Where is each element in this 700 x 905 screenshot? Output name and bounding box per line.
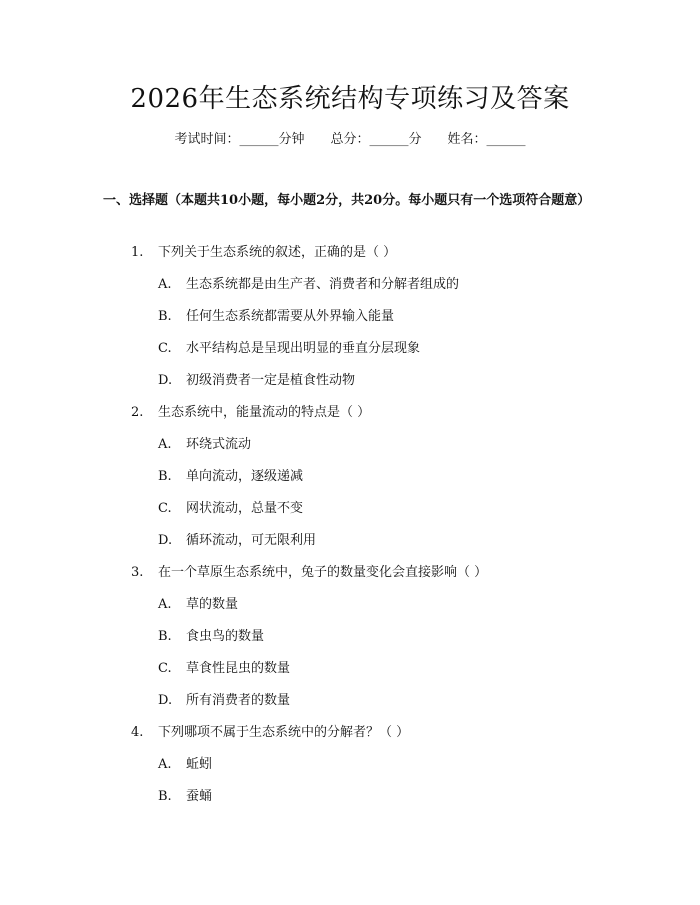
answer-option [158,691,290,711]
total-score-field: 总分：______分 [330,132,422,147]
answer-option [158,371,355,391]
answer-option [158,275,459,295]
answer-option [158,787,212,807]
question-number: 3. [131,565,144,580]
option-text: 蚯蚓 [186,757,213,772]
option-letter: A. [158,437,172,452]
answer-option [158,659,290,679]
option-text: 食虫鸟的数量 [186,629,265,644]
option-text: 生态系统都是由生产者、消费者和分解者组成的 [186,277,460,292]
question-number: 2. [131,405,144,420]
exam-info-line [0,130,700,150]
option-text: 任何生态系统都需要从外界输入能量 [186,309,395,324]
question-text: 生态系统中，能量流动的特点是（ ） [158,405,371,420]
option-letter: A. [158,277,172,292]
option-letter: C. [158,501,172,516]
question-stem [131,723,409,743]
question-text: 下列哪项不属于生态系统中的分解者？（ ） [158,725,410,740]
document-title: 2026年生态系统结构专项练习及答案 [130,84,570,114]
option-text: 蚕蛹 [186,789,213,804]
option-letter: D. [158,693,173,708]
option-text: 环绕式流动 [186,437,252,452]
option-letter: D. [158,533,173,548]
student-name-field: 姓名：______ [447,132,526,147]
question-text: 在一个草原生态系统中，兔子的数量变化会直接影响（ ） [158,565,488,580]
question-stem [131,403,370,423]
question-stem [131,563,487,583]
question-number: 1. [131,245,144,260]
answer-option [158,755,212,775]
option-text: 循环流动，可无限利用 [186,533,317,548]
option-text: 单向流动，逐级递减 [186,469,304,484]
option-letter: C. [158,341,172,356]
option-letter: B. [158,469,172,484]
answer-option [158,435,251,455]
answer-option [158,627,264,647]
option-text: 所有消费者的数量 [186,693,291,708]
question-text: 下列关于生态系统的叙述，正确的是（ ） [158,245,397,260]
question-number: 4. [131,725,144,740]
question-stem [131,243,396,263]
answer-option [158,595,238,615]
answer-option [158,467,303,487]
answer-option [158,499,303,519]
option-letter: A. [158,597,172,612]
option-letter: B. [158,309,172,324]
option-letter: C. [158,661,172,676]
option-letter: D. [158,373,173,388]
option-letter: A. [158,757,172,772]
option-letter: B. [158,789,172,804]
option-text: 网状流动，总量不变 [186,501,304,516]
option-text: 草的数量 [186,597,239,612]
option-letter: B. [158,629,172,644]
option-text: 初级消费者一定是植食性动物 [186,373,356,388]
answer-option [158,531,316,551]
answer-option [158,307,394,327]
option-text: 水平结构总是呈现出明显的垂直分层现象 [186,341,421,356]
option-text: 草食性昆虫的数量 [186,661,291,676]
section-heading: 一、选择题（本题共10小题，每小题2分，共20分。每小题只有一个选项符合题意） [103,193,591,208]
exam-time-field: 考试时间：______分钟 [174,132,305,147]
answer-option [158,339,420,359]
